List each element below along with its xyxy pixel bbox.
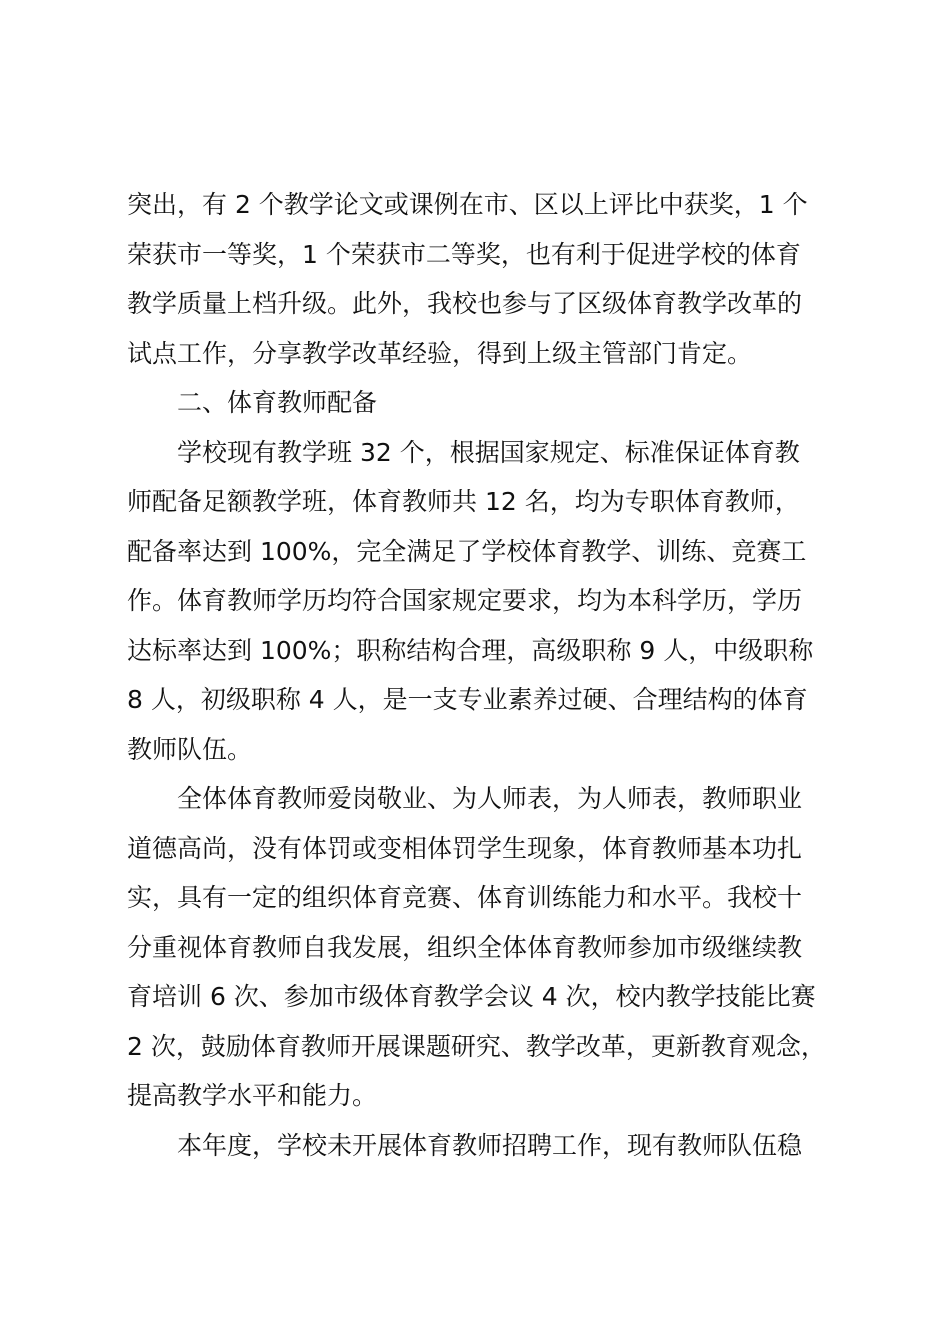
section-heading: 二、体育教师配备 (177, 388, 378, 417)
text-line: 师配备足额教学班，体育教师共 12 名，均为专职体育教师， (127, 487, 800, 516)
text-line: 全体体育教师爱岗敬业、为人师表，为人师表，教师职业 (177, 784, 803, 813)
text-line: 作。体育教师学历均符合国家规定要求，均为本科学历，学历 (127, 586, 803, 615)
text-line: 本年度，学校未开展体育教师招聘工作，现有教师队伍稳 (177, 1130, 803, 1160)
text-line: 2 次，鼓励体育教师开展课题研究、教学改革，更新教育观念， (127, 1031, 826, 1061)
text-line: 育培训 6 次、参加市级体育教学会议 4 次，校内教学技能比赛 (127, 982, 816, 1011)
text-line: 试点工作，分享教学改革经验，得到上级主管部门肯定。 (127, 338, 753, 368)
text-line: 教师队伍。 (127, 734, 253, 764)
text-line: 分重视体育教师自我发展，组织全体体育教师参加市级继续教 (127, 932, 803, 962)
text-line: 突出，有 2 个教学论文或课例在市、区以上评比中获奖，1 个 (127, 190, 808, 219)
text-line: 提高教学水平和能力。 (127, 1081, 378, 1110)
document-body (127, 180, 837, 1170)
text-line: 8 人，初级职称 4 人，是一支专业素养过硬、合理结构的体育 (127, 685, 808, 714)
text-line: 教学质量上档升级。此外，我校也参与了区级体育教学改革的 (127, 289, 803, 318)
text-line: 道德高尚，没有体罚或变相体罚学生现象，体育教师基本功扎 (127, 833, 803, 863)
text-line: 学校现有教学班 32 个，根据国家规定、标准保证体育教 (177, 437, 800, 467)
text-line: 实，具有一定的组织体育竞赛、体育训练能力和水平。我校十 (127, 883, 803, 912)
text-line: 配备率达到 100%，完全满足了学校体育教学、训练、竞赛工 (127, 536, 807, 566)
text-line: 达标率达到 100%；职称结构合理，高级职称 9 人，中级职称 (127, 635, 814, 665)
text-line: 荣获市一等奖，1 个荣获市二等奖，也有利于促进学校的体育 (127, 239, 801, 269)
